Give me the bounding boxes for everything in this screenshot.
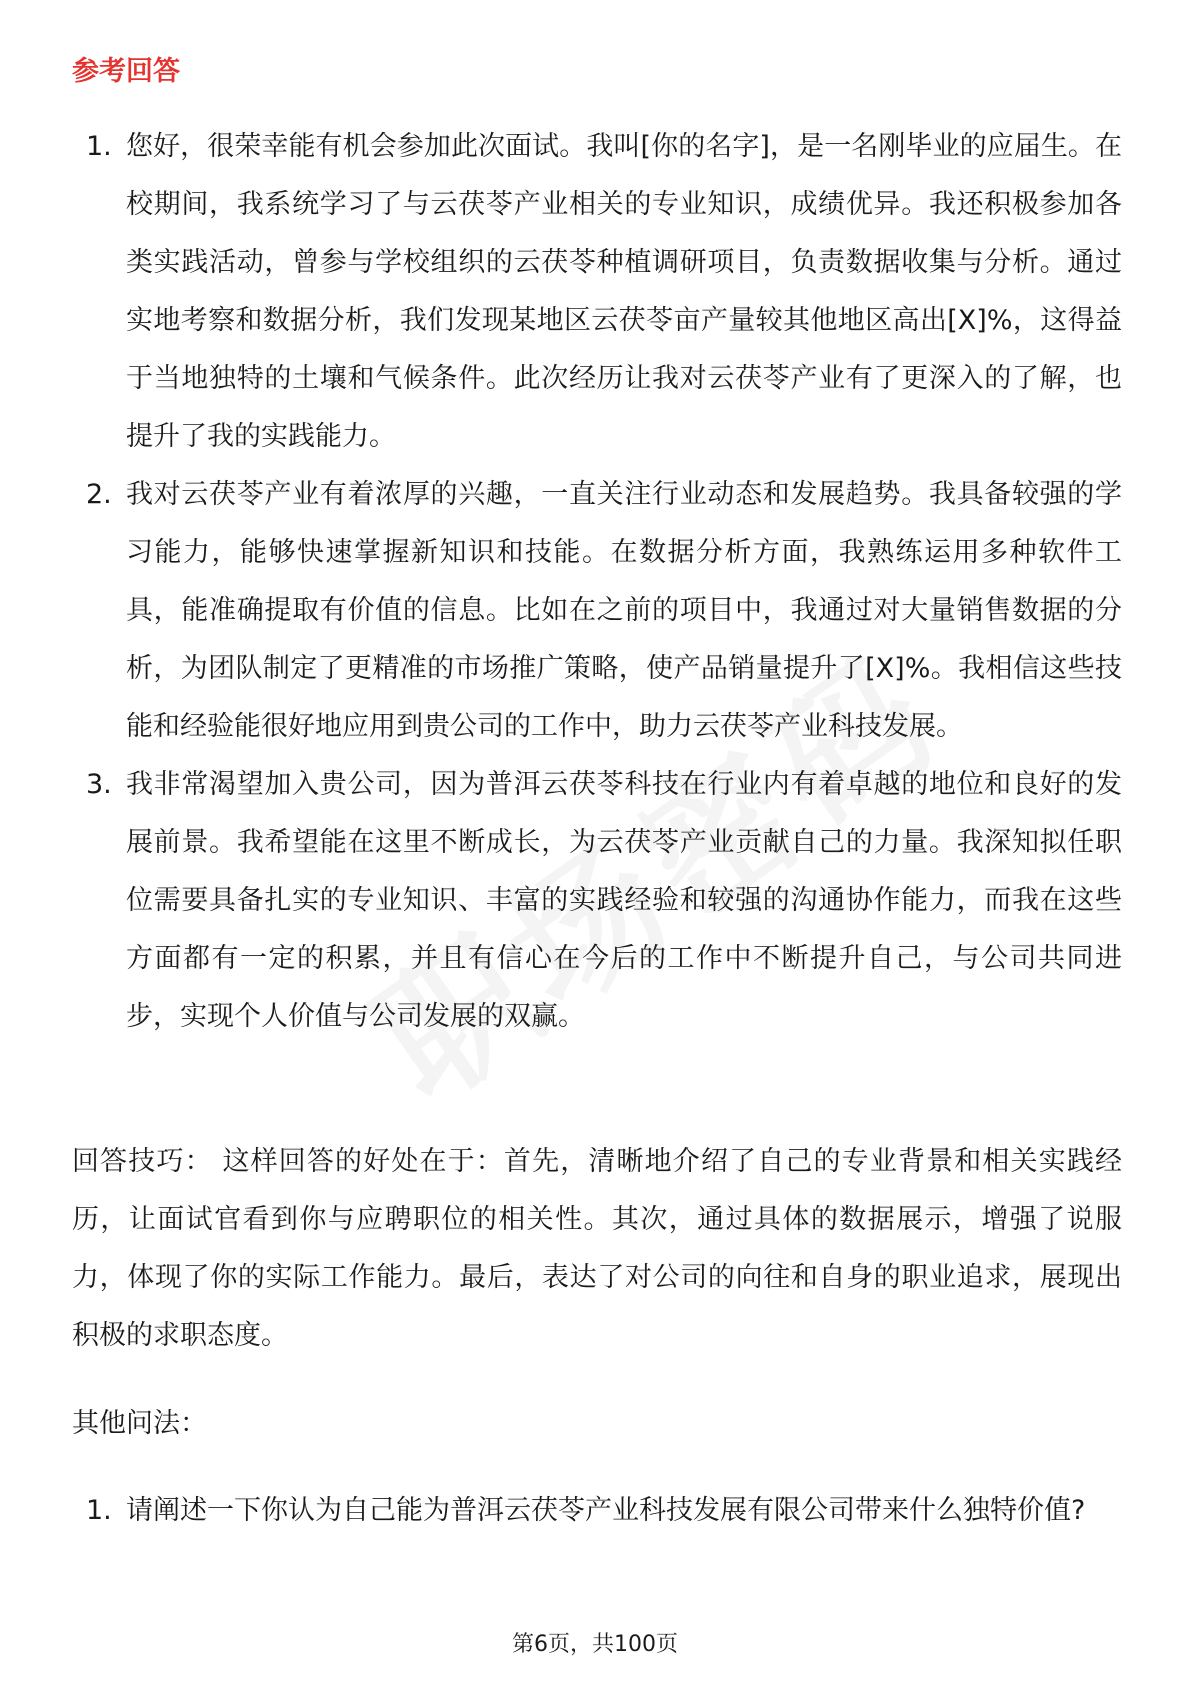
list-number: 3. <box>86 769 112 800</box>
answer-text: 我非常渴望加入贵公司，因为普洱云茯苓科技在行业内有着卓越的地位和良好的发展前景。我希望能在这里不断成长，为云茯苓产业贡献自己的力量。我深知拟任职位需要具备扎实的专业知识、丰富的实践经验和较强的沟通协作能力，而我在这些方面都有一定的积累，并且有信心在今后的工作中不断提升自己，与公司共同进步，实现个人价值与公司发展的双赢。 <box>126 769 1122 1032</box>
list-number: 1. <box>86 131 112 162</box>
list-number: 2. <box>86 479 112 510</box>
list-number: 1. <box>86 1495 112 1526</box>
page-footer: 第6页，共100页 <box>512 1632 678 1657</box>
answer-text: 我对云茯苓产业有着浓厚的兴趣，一直关注行业动态和发展趋势。我具备较强的学习能力，能够快速掌握新知识和技能。在数据分析方面，我熟练运用多种软件工具，能准确提取有价值的信息。比如在之前的项目中，我通过对大量销售数据的分析，为团队制定了更精准的市场推广策略，使产品销量提升了[X]%。我相信这些技能和经验能很好地应用到贵公司的工作中，助力云茯苓产业科技发展。 <box>126 479 1122 742</box>
answer-item-2 <box>72 466 1122 756</box>
other-question-text: 请阐述一下你认为自己能为普洱云茯苓产业科技发展有限公司带来什么独特价值? <box>126 1495 1086 1526</box>
answer-item-3 <box>72 756 1122 1046</box>
section-title: 参考回答 <box>72 56 180 87</box>
other-questions-list <box>72 1482 1122 1540</box>
other-question-item-1 <box>72 1482 1122 1540</box>
answer-tips: 回答技巧： 这样回答的好处在于：首先，清晰地介绍了自己的专业背景和相关实践经历，让面试官看到你与应聘职位的相关性。其次，通过具体的数据展示，增强了说服力，体现了你的实际工作能力。最后，表达了对公司的向往和自身的职业追求，展现出积极的求职态度。 <box>72 1146 1122 1351</box>
other-questions-title: 其他问法： <box>72 1408 207 1439</box>
answer-text: 您好，很荣幸能有机会参加此次面试。我叫[你的名字]，是一名刚毕业的应届生。在校期间，我系统学习了与云茯苓产业相关的专业知识，成绩优异。我还积极参加各类实践活动，曾参与学校组织的云茯苓种植调研项目，负责数据收集与分析。通过实地考察和数据分析，我们发现某地区云茯苓亩产量较其他地区高出[X]%，这得益于当地独特的土壤和气候条件。此次经历让我对云茯苓产业有了更深入的了解，也提升了我的实践能力。 <box>126 131 1122 452</box>
answer-item-1 <box>72 118 1122 466</box>
answer-list <box>72 118 1122 1046</box>
